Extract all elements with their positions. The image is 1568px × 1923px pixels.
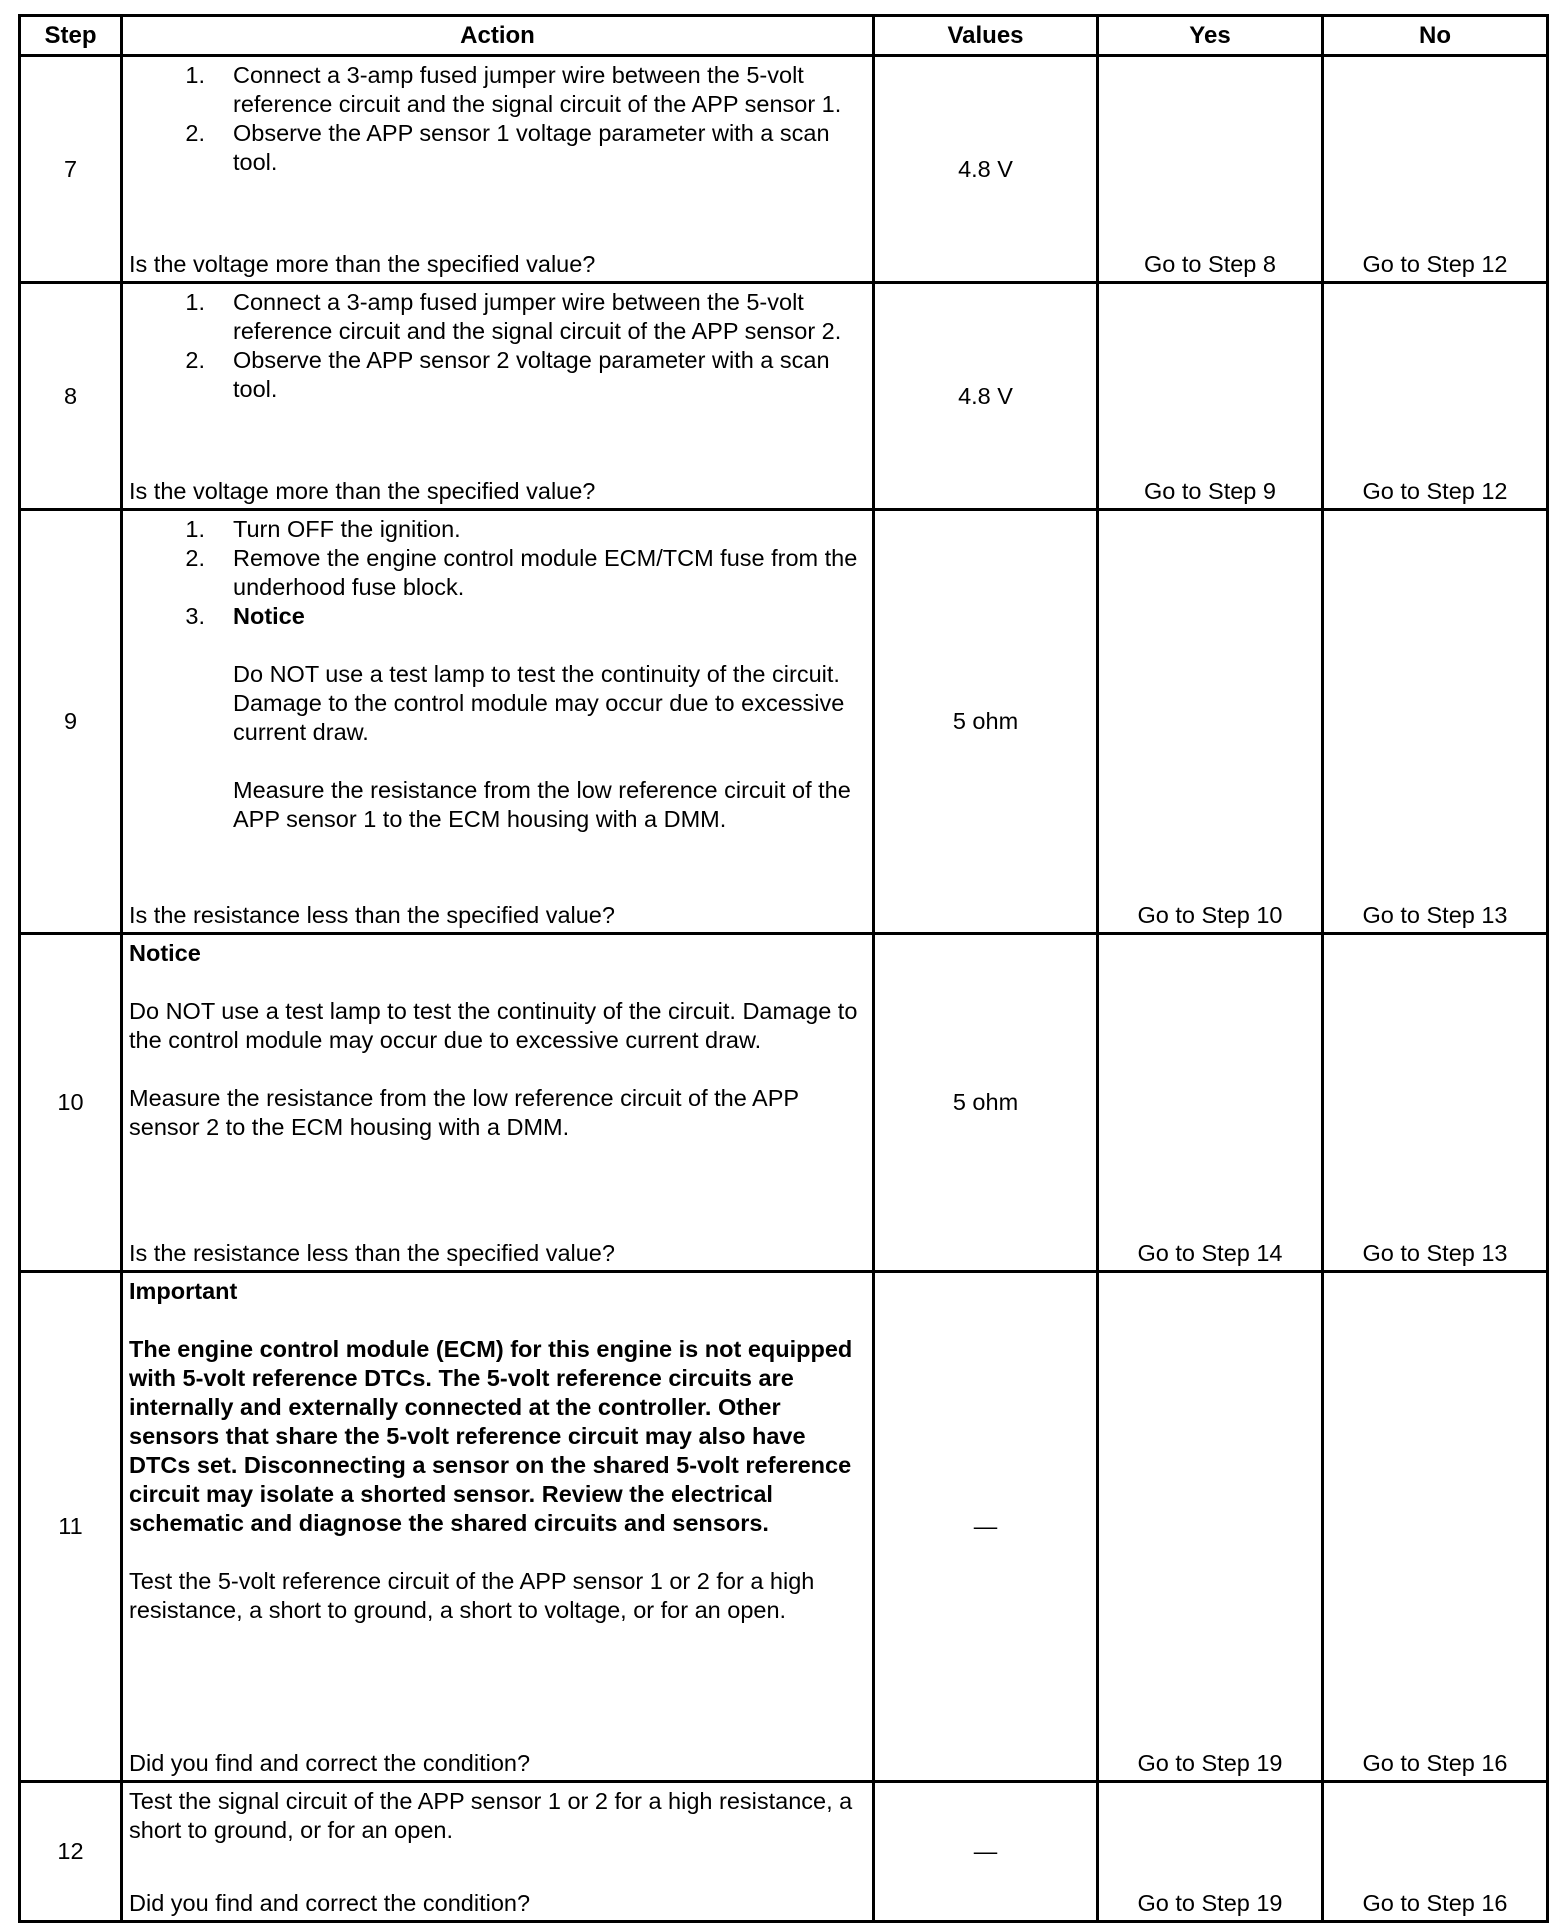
no-cell: Go to Step 12 xyxy=(1323,283,1548,510)
header-values: Values xyxy=(874,16,1098,56)
yes-cell: Go to Step 19 xyxy=(1098,1782,1323,1922)
important-label: Important xyxy=(129,1278,238,1304)
yes-cell: Go to Step 19 xyxy=(1098,1272,1323,1782)
step-number: 12 xyxy=(20,1782,122,1922)
action-cell xyxy=(122,1272,874,1782)
header-yes: Yes xyxy=(1098,16,1323,56)
notice-label: Notice xyxy=(129,940,201,966)
step-number: 7 xyxy=(20,56,122,283)
question-text: Did you find and correct the condition? xyxy=(129,1890,531,1916)
table-row-step-11 xyxy=(20,1272,1548,1782)
action-cell xyxy=(122,510,874,934)
notice-text: Do NOT use a test lamp to test the continuity of the circuit. Damage to the control module may occur due to excessive current draw. xyxy=(233,661,845,745)
yes-cell: Go to Step 10 xyxy=(1098,510,1323,934)
action-steps xyxy=(129,515,864,631)
yes-cell: Go to Step 14 xyxy=(1098,934,1323,1272)
header-step: Step xyxy=(20,16,122,56)
action-cell xyxy=(122,934,874,1272)
list-item: 3. Notice xyxy=(185,603,305,629)
list-item: 2. Observe the APP sensor 1 voltage parameter with a scan tool. xyxy=(185,120,830,175)
measure-text: Measure the resistance from the low reference circuit of the APP sensor 2 to the ECM housing with a DMM. xyxy=(129,1085,799,1140)
diagnostic-table xyxy=(18,14,1549,1923)
value-cell: — xyxy=(874,1782,1098,1922)
question-text: Is the voltage more than the specified value? xyxy=(129,251,596,277)
step-number: 8 xyxy=(20,283,122,510)
list-item: 2. Remove the engine control module ECM/TCM fuse from the underhood fuse block. xyxy=(185,545,858,600)
question-text: Is the voltage more than the specified value? xyxy=(129,478,596,504)
header-action: Action xyxy=(122,16,874,56)
value-cell: 4.8 V xyxy=(874,56,1098,283)
yes-cell: Go to Step 9 xyxy=(1098,283,1323,510)
table-row-step-10 xyxy=(20,934,1548,1272)
action-steps xyxy=(129,61,864,177)
value-cell: — xyxy=(874,1272,1098,1782)
test-text: Test the 5-volt reference circuit of the APP sensor 1 or 2 for a high resistance, a short to ground, a short to voltage, or for an open. xyxy=(129,1568,815,1623)
measure-text: Measure the resistance from the low reference circuit of the APP sensor 1 to the ECM housing with a DMM. xyxy=(233,777,851,832)
action-cell xyxy=(122,56,874,283)
list-item: 1. Connect a 3-amp fused jumper wire between the 5-volt reference circuit and the signal circuit of the APP sensor 2. xyxy=(185,289,842,344)
step-number: 11 xyxy=(20,1272,122,1782)
question-text: Did you find and correct the condition? xyxy=(129,1750,531,1776)
list-item: 1. Turn OFF the ignition. xyxy=(185,516,461,542)
table-row-step-7 xyxy=(20,56,1548,283)
table-row-step-8 xyxy=(20,283,1548,510)
value-cell: 5 ohm xyxy=(874,510,1098,934)
question-text: Is the resistance less than the specified value? xyxy=(129,902,615,928)
header-row xyxy=(20,16,1548,56)
question-text: Is the resistance less than the specified value? xyxy=(129,1240,615,1266)
no-cell: Go to Step 16 xyxy=(1323,1272,1548,1782)
step-number: 9 xyxy=(20,510,122,934)
no-cell: Go to Step 12 xyxy=(1323,56,1548,283)
notice-text: Do NOT use a test lamp to test the continuity of the circuit. Damage to the control module may occur due to excessive current draw. xyxy=(129,998,858,1053)
action-cell xyxy=(122,283,874,510)
step-number: 10 xyxy=(20,934,122,1272)
test-text: Test the signal circuit of the APP sensor 1 or 2 for a high resistance, a short to ground, or for an open. xyxy=(129,1788,853,1843)
value-cell: 4.8 V xyxy=(874,283,1098,510)
table-row-step-9 xyxy=(20,510,1548,934)
yes-cell: Go to Step 8 xyxy=(1098,56,1323,283)
no-cell: Go to Step 13 xyxy=(1323,510,1548,934)
list-item: 1. Connect a 3-amp fused jumper wire between the 5-volt reference circuit and the signal circuit of the APP sensor 1. xyxy=(185,62,842,117)
table-row-step-12 xyxy=(20,1782,1548,1922)
list-item: 2. Observe the APP sensor 2 voltage parameter with a scan tool. xyxy=(185,347,830,402)
action-steps xyxy=(129,288,864,404)
value-cell: 5 ohm xyxy=(874,934,1098,1272)
no-cell: Go to Step 16 xyxy=(1323,1782,1548,1922)
header-no: No xyxy=(1323,16,1548,56)
action-cell xyxy=(122,1782,874,1922)
no-cell: Go to Step 13 xyxy=(1323,934,1548,1272)
important-text: The engine control module (ECM) for this engine is not equipped with 5-volt reference DTCs. The 5-volt reference circuits are internally and externally connected at the controller. Other sensors that share the 5-volt reference circuit may also have DTCs set. Disconnecting a sensor on the shared 5-volt reference circuit may isolate a shorted sensor. Review the electrical schematic and diagnose the shared circuits and sensors. xyxy=(129,1336,853,1536)
